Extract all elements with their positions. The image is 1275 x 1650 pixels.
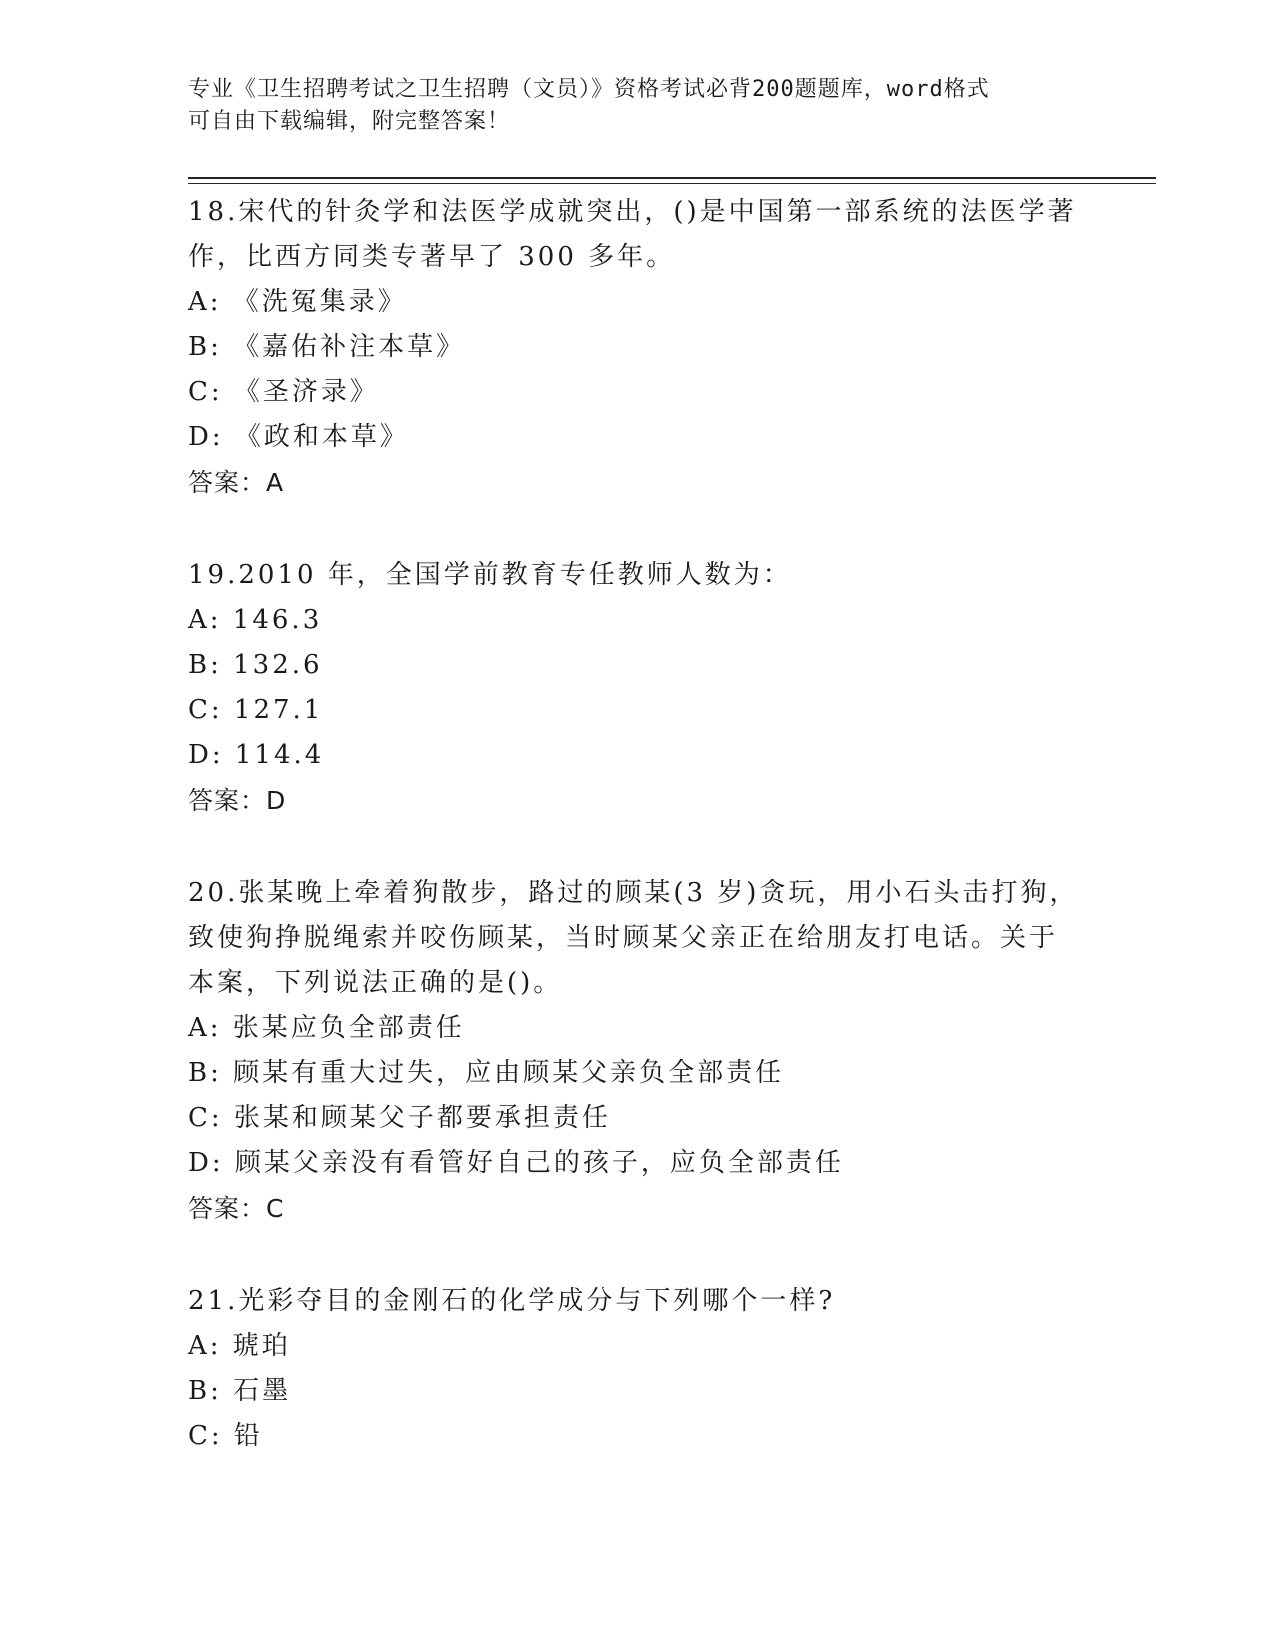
option-c: C: 铅 (188, 1421, 263, 1451)
question-stem-line: 19.2010 年，全国学前教育专任教师人数为： (188, 560, 792, 590)
option-c: C: 《圣济录》 (188, 377, 379, 407)
answer-label: 答案：A (188, 468, 285, 497)
option-d: D: 114.4 (188, 740, 325, 770)
answer-label: 答案：C (188, 1194, 285, 1223)
option-b: B: 132.6 (188, 650, 323, 680)
option-a: A: 《洗冤集录》 (188, 287, 407, 317)
header-title-line-2: 可自由下载编辑，附完整答案！ (188, 109, 511, 134)
option-d: D: 《政和本草》 (188, 422, 409, 452)
option-a: A: 琥珀 (188, 1331, 291, 1361)
question-list (188, 190, 1088, 1507)
option-a: A: 146.3 (188, 605, 323, 635)
answer-label: 答案：D (188, 786, 287, 815)
header-divider-thin (188, 183, 1156, 184)
option-d: D: 顾某父亲没有看管好自己的孩子，应负全部责任 (188, 1148, 844, 1178)
document-header (188, 74, 1088, 138)
option-b: B: 石墨 (188, 1376, 292, 1406)
question-stem-line: 本案，下列说法正确的是()。 (188, 968, 563, 998)
header-divider-thick (188, 177, 1156, 179)
option-c: C: 张某和顾某父子都要承担责任 (188, 1103, 611, 1133)
option-b: B: 顾某有重大过失，应由顾某父亲负全部责任 (188, 1058, 785, 1088)
question-stem-line: 致使狗挣脱绳索并咬伤顾某，当时顾某父亲正在给朋友打电话。关于 (188, 923, 1059, 953)
question-21 (188, 1279, 1088, 1459)
question-stem-line: 20.张某晚上牵着狗散步，路过的顾某(3 岁)贪玩，用小石头击打狗， (188, 878, 1079, 908)
question-18 (188, 190, 1088, 505)
question-stem-line: 18.宋代的针灸学和法医学成就突出，()是中国第一部系统的法医学著 (188, 197, 1077, 227)
question-stem-line: 21.光彩夺目的金刚石的化学成分与下列哪个一样? (188, 1286, 836, 1316)
question-20 (188, 871, 1088, 1231)
option-c: C: 127.1 (188, 695, 324, 725)
header-title-line-1: 专业《卫生招聘考试之卫生招聘（文员）》资格考试必背200题题库，word格式 (188, 77, 990, 102)
option-b: B: 《嘉佑补注本草》 (188, 332, 466, 362)
question-19 (188, 553, 1088, 823)
question-stem-line: 作，比西方同类专著早了 300 多年。 (188, 242, 676, 272)
option-a: A: 张某应负全部责任 (188, 1013, 465, 1043)
